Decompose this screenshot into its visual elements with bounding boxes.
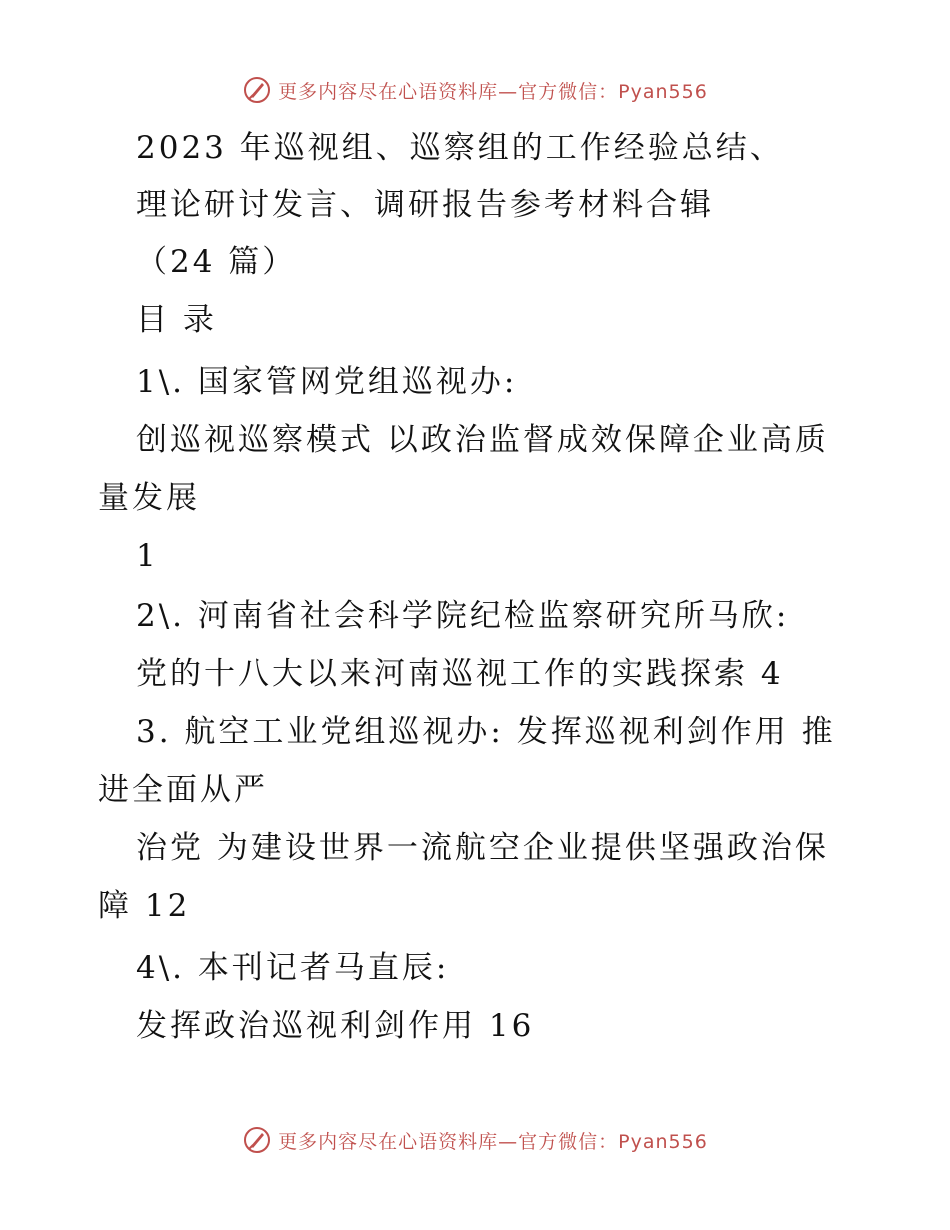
article-count: （24 篇）	[136, 244, 297, 280]
title-line-2: 理论研讨发言、调研报告参考材料合辑	[136, 187, 714, 223]
watermark-text: 更多内容尽在心语资料库—官方微信：Pyan556	[278, 80, 708, 103]
toc-heading: 目 录	[136, 302, 217, 338]
toc-entry-1-subtitle-cont: 量发展	[98, 480, 200, 516]
title-line-1: 2023 年巡视组、巡察组的工作经验总结、	[136, 130, 784, 166]
toc-entry-1-subtitle: 创巡视巡察模式 以政治监督成效保障企业高质	[136, 422, 829, 458]
quill-logo-icon	[242, 1125, 272, 1155]
footer-watermark	[0, 1120, 950, 1160]
toc-entry-2-title: 2\. 河南省社会科学院纪检监察研究所马欣:	[136, 598, 790, 634]
toc-entry-2-subtitle: 党的十八大以来河南巡视工作的实践探索 4	[136, 656, 784, 692]
watermark-text: 更多内容尽在心语资料库—官方微信：Pyan556	[278, 1130, 708, 1153]
toc-entry-3-title: 3. 航空工业党组巡视办: 发挥巡视利剑作用 推	[136, 714, 836, 750]
toc-entry-4-title: 4\. 本刊记者马直辰:	[136, 950, 450, 986]
toc-entry-1-title: 1\. 国家管网党组巡视办:	[136, 364, 518, 400]
toc-entry-1-page: 1	[136, 538, 159, 574]
toc-entry-4-subtitle: 发挥政治巡视利剑作用 16	[136, 1008, 535, 1044]
toc-entry-3-subtitle: 治党 为建设世界一流航空企业提供坚强政治保	[136, 830, 829, 866]
toc-entry-3-title-cont: 进全面从严	[98, 772, 268, 808]
header-watermark	[0, 70, 950, 110]
quill-logo-icon	[242, 75, 272, 105]
toc-entry-3-page: 障 12	[98, 888, 191, 924]
